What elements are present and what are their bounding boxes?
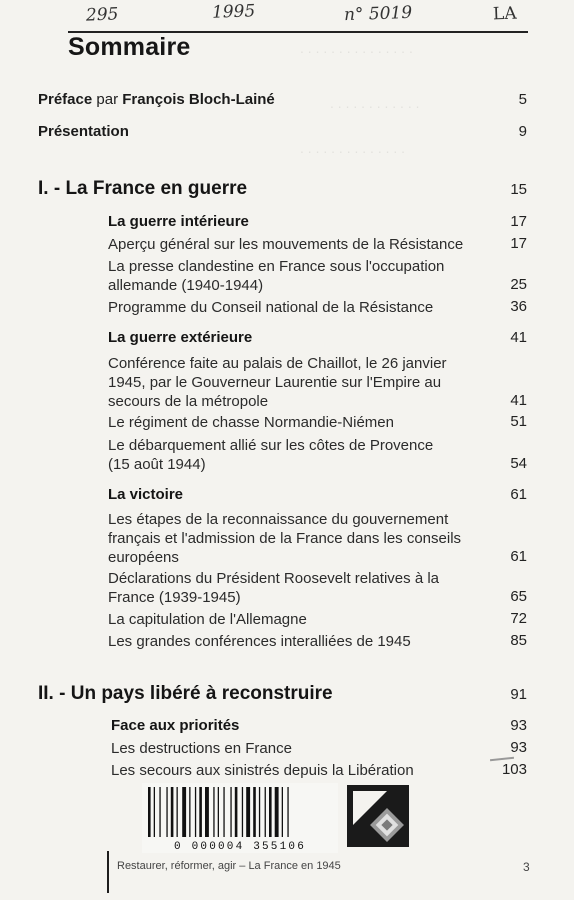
part-heading: II. - Un pays libéré à reconstruire	[38, 683, 333, 704]
barcode-bar	[189, 787, 190, 837]
barcode-bar	[148, 787, 151, 837]
publisher-logo	[347, 785, 409, 847]
page-number: 5	[518, 91, 527, 108]
page-number: 91	[510, 686, 527, 703]
page-number: 17	[510, 235, 527, 252]
barcode-bar	[246, 787, 250, 837]
handwritten-note-4: LA	[492, 3, 517, 25]
show-through-texture: . . . . . . . . . . . . . . . . . . . . . . . . . . . . . . . . . . . . . . . . .	[300, 40, 420, 156]
page-title: Sommaire	[68, 33, 191, 61]
page-number: 85	[510, 632, 527, 649]
handwritten-note-3: n° 5019	[343, 2, 413, 26]
barcode-bar	[177, 787, 178, 837]
footer-rule	[107, 851, 109, 893]
barcode-bar	[182, 787, 186, 837]
part-heading: I. - La France en guerre	[38, 178, 248, 199]
document-page: . . . . . . . . . . . . . . . . . . . . . . . . . . . . . . . . . . . . . . . . . 295 1995 n° 5019 LA Sommaire Préface par François Bloch-Lainé 5 Présentation 9 I. - La France en guerre 15 La guerre intérieure 17 Aperçu général sur les mouvements de la Résistance 17 La presse clandestine en France sous l'occupation allemande (1940-1944) 25 Programme du Conseil national de la Résistance 36 La guerre extérieure 41 Conférence faite au palais de Chaillot, le 26 janvier 1945, par le Gouverneur Laurentie sur l'Empire au secours de la métropole 41 Le régiment de chasse Normandie-Niémen 51 Le débarquement allié sur les côtes de Provence (15 août 1944) 54 La victoire 61 Les étapes de la reconnaissance du gouvernement français et l'admission de la France dans les conseils européens 61 Déclarations du Président Roosevelt relatives à la France (1939-1945) 65 La capitulation de l'Allemagne 72 Les grandes conférences interalliées de 1945 85 II. - Un pays libéré à reconstruire 91 Face aux priorités 93 Les destructions en France 93 Les secours aux sinistrés depuis la Libération 103 0 000004 355106 Restaurer, réformer, agir – La France en 1945 3	[0, 0, 574, 900]
page-number: 103	[501, 761, 527, 778]
barcode-bar	[287, 787, 288, 837]
page-number: 93	[510, 739, 527, 756]
barcode-bar	[195, 787, 196, 837]
barcode-bar	[166, 787, 167, 837]
handwritten-note-1: 295	[85, 4, 119, 26]
barcode-bar	[253, 787, 256, 837]
page-number: 51	[510, 413, 527, 430]
page-number: 41	[510, 329, 527, 346]
barcode	[142, 783, 338, 853]
handwritten-note-2: 1995	[211, 1, 256, 23]
page-number: 65	[510, 588, 527, 605]
barcode-bar	[205, 787, 209, 837]
barcode-bar	[213, 787, 214, 837]
barcode-bar	[269, 787, 272, 837]
barcode-digits: 0 000004 355106	[173, 841, 307, 853]
page-number: 72	[510, 610, 527, 627]
toc-entry: Les secours aux sinistrés depuis la Libération 103	[111, 761, 527, 778]
barcode-bar	[282, 787, 283, 837]
barcode-bar	[154, 787, 155, 837]
section-heading: La guerre extérieure	[108, 329, 253, 346]
barcode-bar	[235, 787, 238, 837]
entry-author: François Bloch-Lainé	[122, 91, 275, 108]
page-number: 15	[510, 181, 527, 198]
barcode-bar	[259, 787, 260, 837]
barcode-bar	[230, 787, 231, 837]
barcode-bar	[223, 787, 224, 837]
page-number: 17	[510, 213, 527, 230]
section-heading: La victoire	[108, 486, 184, 503]
section-heading: La guerre intérieure	[108, 213, 249, 230]
entry-connector: par	[92, 91, 123, 108]
barcode-bar	[265, 787, 266, 837]
page-number: 54	[510, 455, 527, 472]
barcode-bar	[218, 787, 219, 837]
page-number: 41	[510, 392, 527, 409]
section-heading: Face aux priorités	[111, 717, 240, 734]
entry-label: Préface	[38, 91, 93, 108]
barcode-bar	[242, 787, 243, 837]
barcode-bar	[199, 787, 202, 837]
page-number: 25	[510, 276, 527, 293]
footer-page-number: 3	[523, 860, 530, 874]
entry-label: Présentation	[38, 123, 129, 140]
footer-text: Restaurer, réformer, agir – La France en 1945	[117, 860, 341, 872]
page-number: 93	[510, 717, 527, 734]
barcode-bar	[171, 787, 174, 837]
barcode-bar	[275, 787, 279, 837]
page-number: 9	[518, 123, 527, 140]
page-number: 61	[510, 548, 527, 565]
barcode-bar	[159, 787, 160, 837]
page-number: 61	[510, 486, 527, 503]
page-number: 36	[510, 298, 527, 315]
